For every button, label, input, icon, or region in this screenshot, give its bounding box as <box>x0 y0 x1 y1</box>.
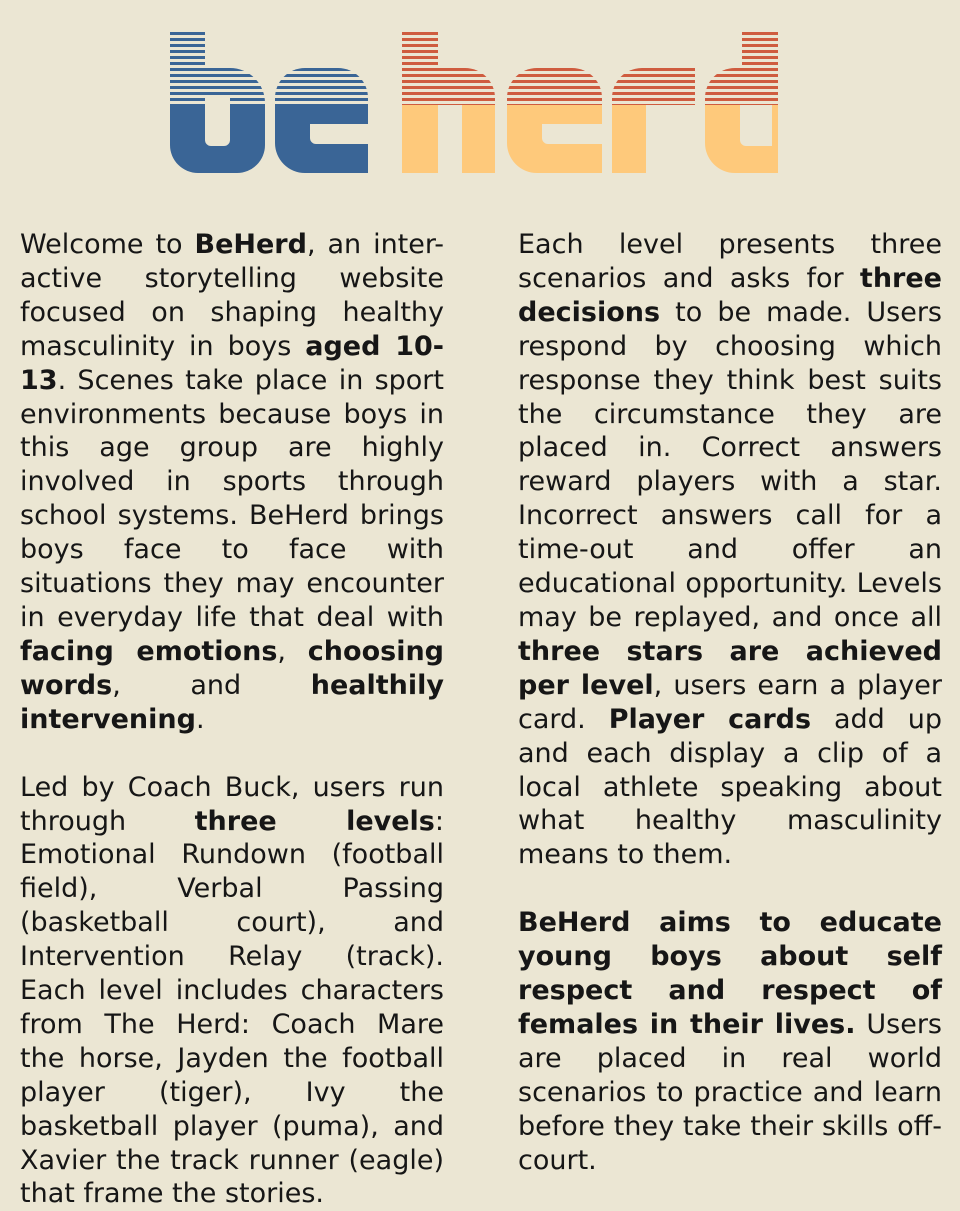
mission-paragraph <box>518 906 942 1177</box>
logo-letter-d <box>705 30 778 173</box>
right-column <box>518 228 942 1211</box>
logo-letter-e-1 <box>275 68 368 173</box>
bold-phrase: BeHerd aims to educate young boys about self respect and respect of females in their lives. <box>518 907 942 1040</box>
text-run: , an inter-active storytelling website focused on shaping healthy masculinity in boys <box>20 229 444 362</box>
bold-phrase: BeHerd <box>194 229 307 260</box>
gameplay-paragraph <box>518 228 942 872</box>
text-run: , <box>277 635 308 667</box>
bold-phrase: Player cards <box>608 703 812 735</box>
logo-letter-h <box>402 30 495 173</box>
text-run: , users earn a player card. <box>518 669 943 735</box>
logo-letter-e-2 <box>507 68 602 173</box>
bold-phrase: facing emotions <box>20 635 278 667</box>
text-run: Each level presents three scenarios and asks for <box>518 229 942 294</box>
text-run: , and <box>112 669 311 701</box>
text-run: Users are placed in real world scenarios to practice and learn before they take their skills off-court. <box>518 1008 942 1176</box>
bold-phrase: healthily intervening <box>20 669 444 735</box>
text-run: add up and each display a clip of a local athlete speaking about what healthy masculinity means to them. <box>518 703 942 871</box>
logo-letter-b <box>170 30 265 173</box>
description-columns <box>20 228 942 1211</box>
beherd-logo <box>0 20 960 180</box>
intro-paragraph <box>20 228 444 737</box>
text-run: . <box>195 703 205 735</box>
text-run: Welcome to <box>20 229 195 260</box>
beherd-logo-graphic <box>0 20 960 180</box>
bold-phrase: three decisions <box>518 262 942 328</box>
text-run: Led by Coach Buck, users run through <box>20 771 444 837</box>
bold-phrase: choosing words <box>20 635 444 701</box>
levels-paragraph <box>20 771 444 1211</box>
bold-phrase: three stars are achieved per level <box>518 635 942 701</box>
logo-letter-r <box>612 68 695 173</box>
bold-phrase: three levels <box>194 805 435 837</box>
text-run: . Scenes take place in sport environments because boys in this age group are highly involved in sports through school systems. BeHerd brings boys face to face with situations they may encounter in everyday life that deal with <box>20 364 444 633</box>
bold-phrase: aged 10-13 <box>20 330 444 396</box>
text-run: to be made. Users respond by choosing which response they think best suits the circumstance they are placed in. Correct answers reward players with a star. Incorrect answers call for a time-out and offer an educational opportunity. Levels may be replayed, and once all <box>518 296 942 633</box>
text-run: : Emotional Rundown (football field), Verbal Passing (basketball court), and Intervention Relay (track). Each level includes characters from The Herd: Coach Mare the horse, Jayden the football player (tiger), Ivy the basketball player (puma), and Xavier the track runner (eagle) that frame the stories. <box>20 805 444 1210</box>
left-column <box>20 228 444 1211</box>
